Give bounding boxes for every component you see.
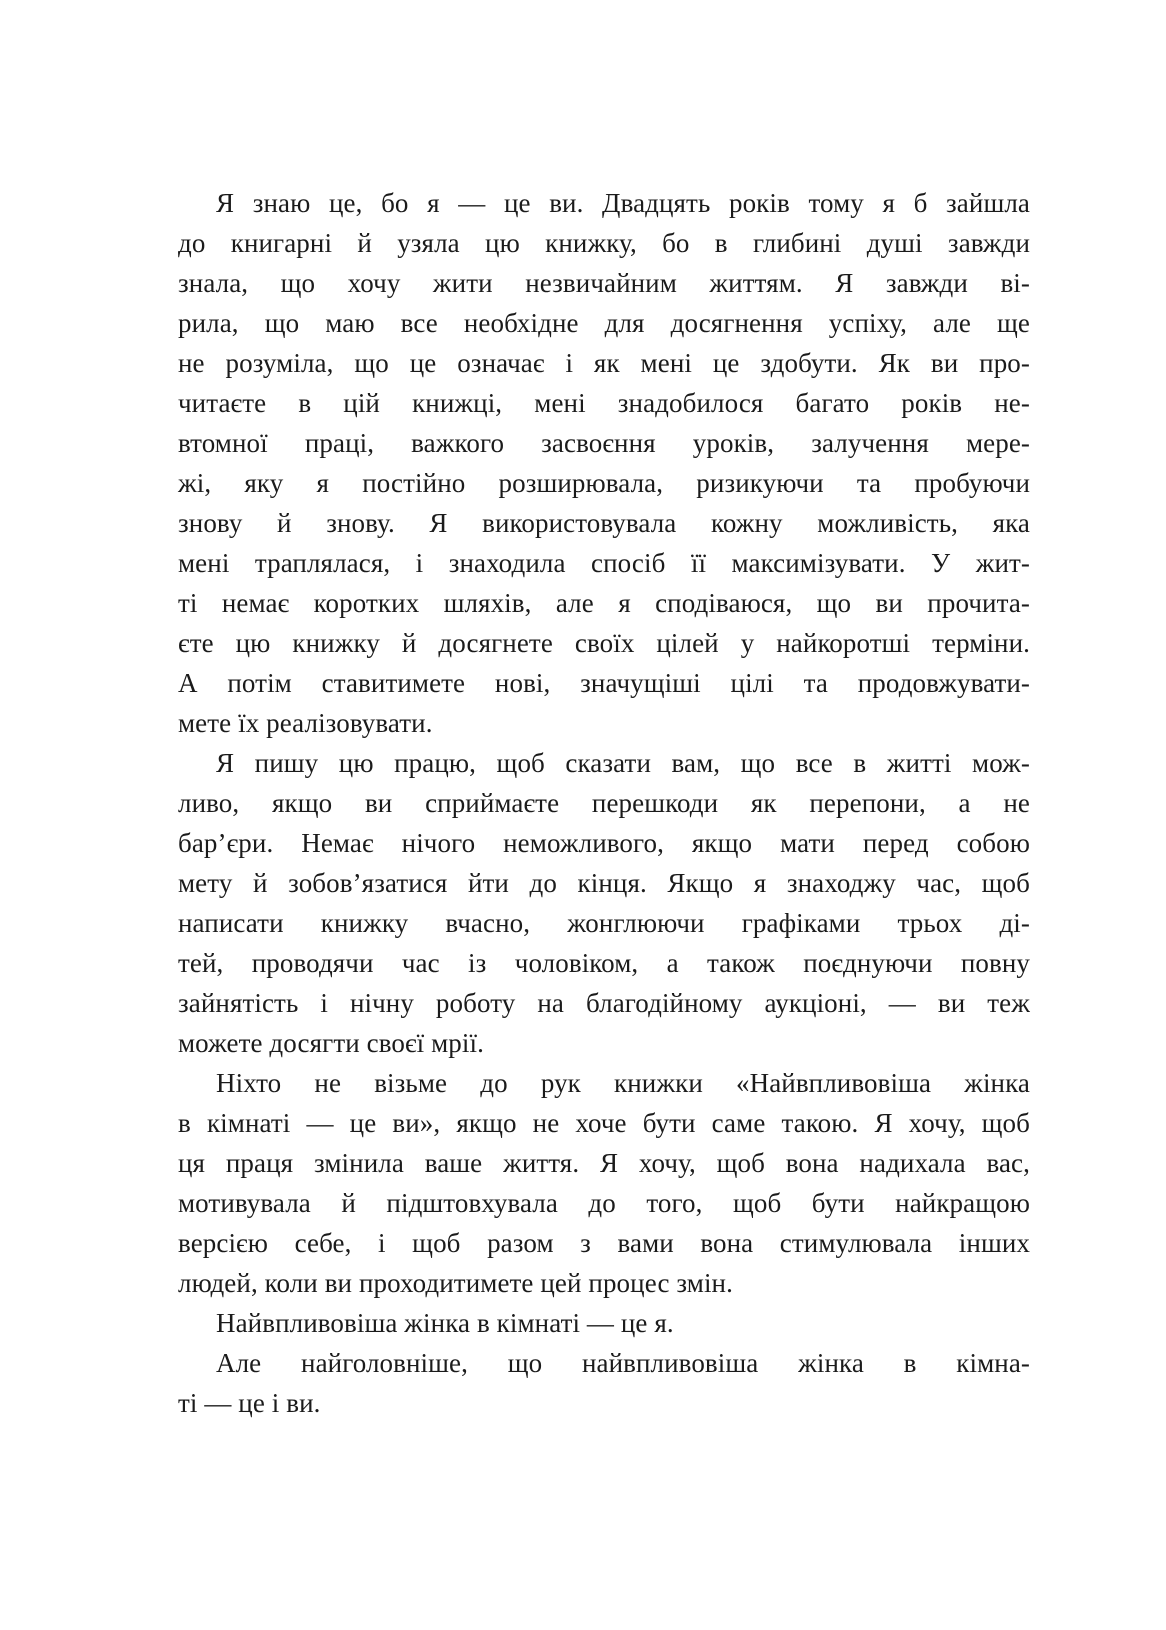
text-line: втомної праці, важкого засвоєння уроків, залучення мере- <box>178 428 1030 458</box>
text-line: зайнятість і нічну роботу на благодійному аукціоні, — ви теж <box>178 988 1030 1018</box>
text-line: жі, яку я постійно розширювала, ризикуючи та пробуючи <box>178 468 1030 498</box>
text-line: мотивувала й підштовхувала до того, щоб бути найкращою <box>178 1188 1030 1218</box>
text-line: ті немає коротких шляхів, але я сподіваюся, що ви прочита- <box>178 588 1030 618</box>
text-line: єте цю книжку й досягнете своїх цілей у найкоротші терміни. <box>178 628 1030 658</box>
text-line: мете їх реалізовувати. <box>178 708 433 738</box>
text-line: знала, що хочу жити незвичайним життям. Я завжди ві- <box>178 268 1030 298</box>
text-line: Я пишу цю працю, щоб сказати вам, що все в житті мож- <box>216 748 1030 778</box>
text-line: читаєте в цій книжці, мені знадобилося багато років не- <box>178 388 1030 418</box>
text-line: ті — це і ви. <box>178 1388 321 1418</box>
text-line: Ніхто не візьме до рук книжки «Найвпливовіша жінка <box>216 1068 1030 1098</box>
text-line: тей, проводячи час із чоловіком, а також поєднуючи повну <box>178 948 1030 978</box>
paragraph <box>178 1303 1030 1343</box>
paragraph <box>178 743 1030 1063</box>
text-line: Найвпливовіша жінка в кімнаті — це я. <box>216 1308 674 1338</box>
text-line: Але найголовніше, що найвпливовіша жінка в кімна- <box>216 1348 1030 1378</box>
page-text <box>178 183 1030 1423</box>
text-line: мету й зобов’язатися йти до кінця. Якщо я знаходжу час, щоб <box>178 868 1030 898</box>
text-line: знову й знову. Я використовувала кожну можливість, яка <box>178 508 1030 538</box>
text-line: не розуміла, що це означає і як мені це здобути. Як ви про- <box>178 348 1030 378</box>
text-line: можете досягти своєї мрії. <box>178 1028 484 1058</box>
text-line: людей, коли ви проходитимете цей процес змін. <box>178 1268 733 1298</box>
paragraph <box>178 183 1030 743</box>
text-line: Я знаю це, бо я — це ви. Двадцять років тому я б зайшла <box>216 188 1030 218</box>
text-line: мені траплялася, і знаходила спосіб її максимізувати. У жит- <box>178 548 1030 578</box>
paragraph <box>178 1063 1030 1303</box>
text-line: написати книжку вчасно, жонглюючи графіками трьох ді- <box>178 908 1030 938</box>
text-line: ця праця змінила ваше життя. Я хочу, щоб вона надихала вас, <box>178 1148 1030 1178</box>
text-line: версією себе, і щоб разом з вами вона стимулювала інших <box>178 1228 1030 1258</box>
text-line: рила, що маю все необхідне для досягнення успіху, але ще <box>178 308 1030 338</box>
text-line: ливо, якщо ви сприймаєте перешкоди як перепони, а не <box>178 788 1030 818</box>
text-line: до книгарні й узяла цю книжку, бо в глибині душі завжди <box>178 228 1030 258</box>
text-line: бар’єри. Немає нічого неможливого, якщо мати перед собою <box>178 828 1030 858</box>
text-line: в кімнаті — це ви», якщо не хоче бути саме такою. Я хочу, щоб <box>178 1108 1030 1138</box>
text-line: А потім ставитимете нові, значущіші цілі та продовжувати- <box>178 668 1030 698</box>
paragraph <box>178 1343 1030 1423</box>
